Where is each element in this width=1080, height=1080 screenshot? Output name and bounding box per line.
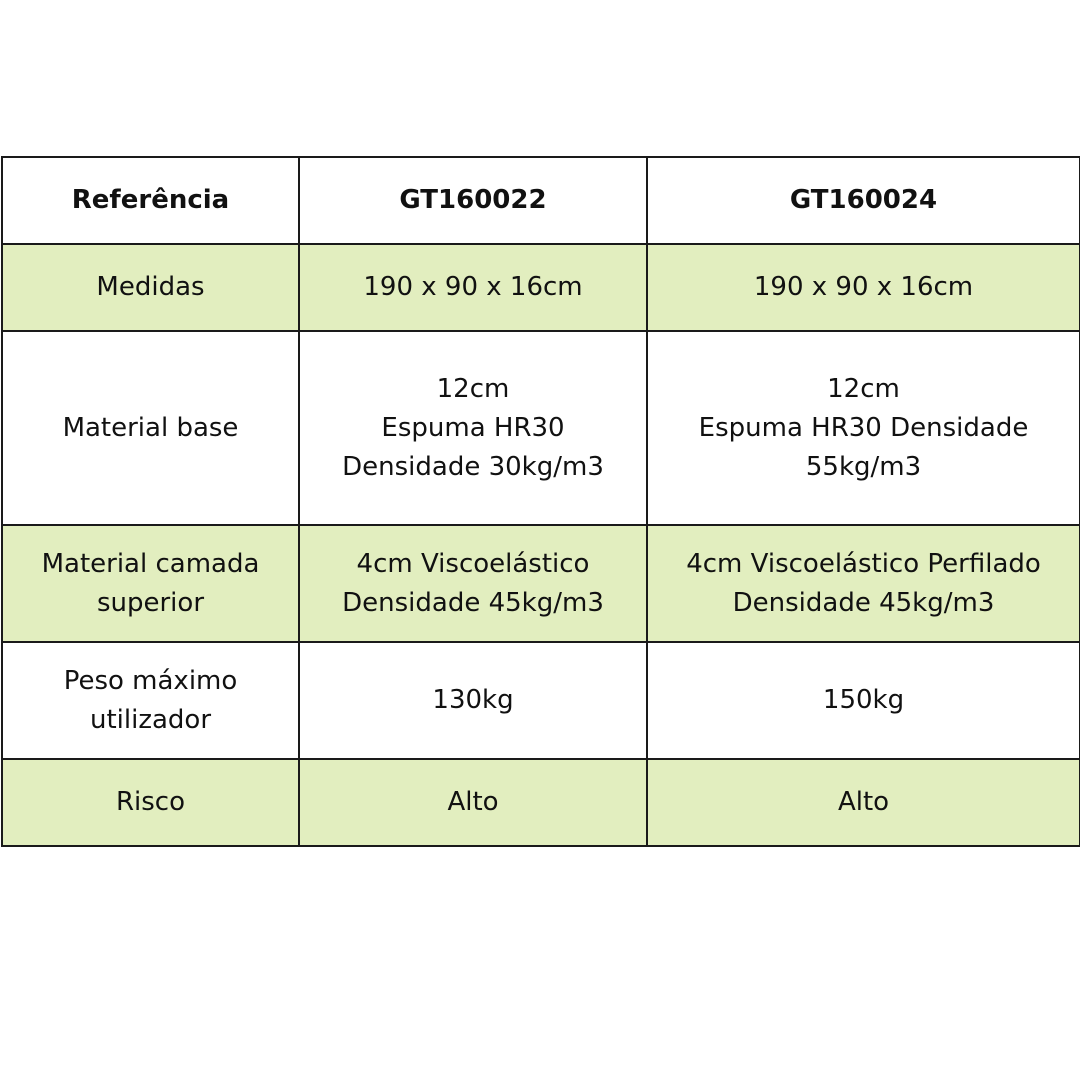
table-row-material-camada-superior [2, 525, 1080, 642]
row-label-cell: Material base [2, 331, 299, 525]
table-cell: 4cm Viscoelástico Perfilado Densidade 45kg/m3 [647, 525, 1080, 642]
table-header-row [2, 157, 1080, 244]
table-cell: 150kg [647, 642, 1080, 759]
table-row-material-base [2, 331, 1080, 525]
header-cell-gt160022: GT160022 [299, 157, 647, 244]
header-cell-reference: Referência [2, 157, 299, 244]
table-cell: 12cm Espuma HR30 Densidade 55kg/m3 [647, 331, 1080, 525]
table-row-risco [2, 759, 1080, 846]
row-label-cell: Peso máximo utilizador [2, 642, 299, 759]
row-label-cell: Risco [2, 759, 299, 846]
header-cell-gt160024: GT160024 [647, 157, 1080, 244]
table-cell: 190 x 90 x 16cm [299, 244, 647, 331]
table-cell: Alto [299, 759, 647, 846]
table-cell: Alto [647, 759, 1080, 846]
table-row-medidas [2, 244, 1080, 331]
row-label-cell: Material camada superior [2, 525, 299, 642]
table-row-peso-maximo [2, 642, 1080, 759]
row-label-cell: Medidas [2, 244, 299, 331]
spec-comparison-table [1, 156, 1080, 847]
table-cell: 12cm Espuma HR30 Densidade 30kg/m3 [299, 331, 647, 525]
table-cell: 190 x 90 x 16cm [647, 244, 1080, 331]
table-cell: 130kg [299, 642, 647, 759]
table-cell: 4cm Viscoelástico Densidade 45kg/m3 [299, 525, 647, 642]
